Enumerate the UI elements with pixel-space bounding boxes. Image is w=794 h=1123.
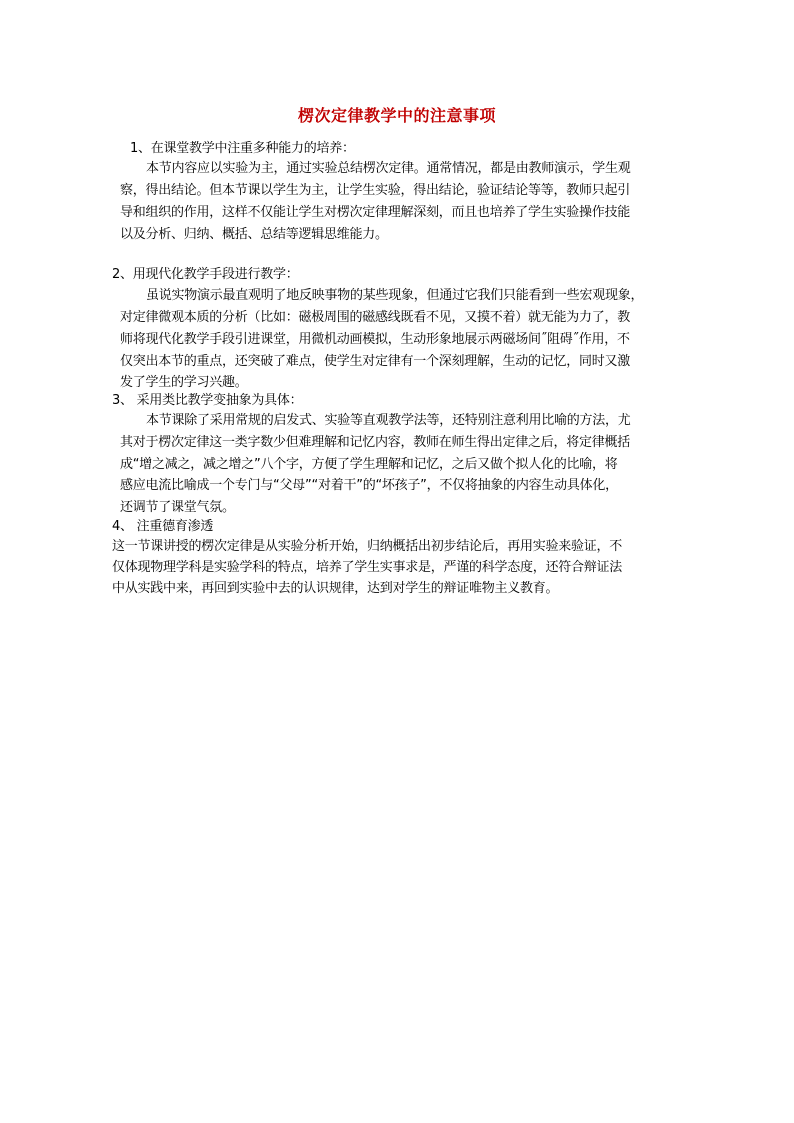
section-4-heading: 4、 注重德育渗透 — [112, 519, 214, 534]
section-3-line-5: 还调节了课堂气氛。 — [120, 500, 235, 515]
section-2-line-5: 发了学生的学习兴趣。 — [120, 375, 248, 390]
section-2-line-4: 仅突出本节的重点，还突破了难点，使学生对定律有一个深刻理解，生动的记忆，同时又激 — [120, 354, 631, 369]
section-1-line-4: 以及分析、归纳、概括、总结等逻辑思维能力。 — [120, 227, 388, 242]
document-title: 楞次定律教学中的注意事项 — [297, 106, 496, 125]
section-3-line-3: 成“增之减之，减之增之”八个字，方便了学生理解和记忆，之后又做个拟人化的比喻，将 — [120, 457, 618, 472]
section-1-line-2: 察，得出结论。但本节课以学生为主，让学生实验，得出结论，验证结论等等，教师只起引 — [120, 183, 631, 198]
section-1-line-1: 本节内容应以实验为主，通过实验总结楞次定律。通常情况，都是由教师演示，学生观 — [146, 161, 631, 176]
section-1-line-3: 导和组织的作用，这样不仅能让学生对楞次定律理解深刻，而且也培养了学生实验操作技能 — [120, 205, 631, 220]
section-3-line-1: 本节课除了采用常规的启发式、实验等直观教学法等，还特别注意利用比喻的方法，尤 — [146, 413, 631, 428]
section-2-line-3: 师将现代化教学手段引进课堂，用微机动画模拟，生动形象地展示两磁场间˝阻碍˝作用，不 — [120, 332, 630, 347]
section-1-heading: 1、在课堂教学中注重多种能力的培养： — [130, 141, 355, 156]
section-2-line-1: 虽说实物演示最直观明了地反映事物的某些现象，但通过它我们只能看到一些宏观现象， — [146, 288, 644, 303]
section-3-heading: 3、 采用类比教学变抽象为具体： — [112, 393, 303, 408]
section-3-line-2: 其对于楞次定律这一类字数少但难理解和记忆内容，教师在师生得出定律之后，将定律概括 — [120, 435, 631, 450]
section-4-line-1: 这一节课讲授的楞次定律是从实验分析开始，归纳概括出初步结论后，再用实验来验证，不 — [112, 539, 623, 554]
section-2-line-2: 对定律微观本质的分析（比如：磁极周围的磁感线既看不见，又摸不着）就无能为力了，教 — [120, 310, 631, 325]
section-4-line-3: 中从实践中来，再回到实验中去的认识规律，达到对学生的辩证唯物主义教育。 — [112, 581, 559, 596]
section-3-line-4: 感应电流比喻成一个专门与“父母”“对着干”的“坏孩子”，不仅将抽象的内容生动具体化， — [120, 478, 618, 493]
section-2-heading: 2、用现代化教学手段进行教学： — [112, 267, 299, 282]
section-4-line-2: 仅体现物理学科是实验学科的特点，培养了学生实事求是，严谨的科学态度，还符合辩证法 — [112, 560, 623, 575]
